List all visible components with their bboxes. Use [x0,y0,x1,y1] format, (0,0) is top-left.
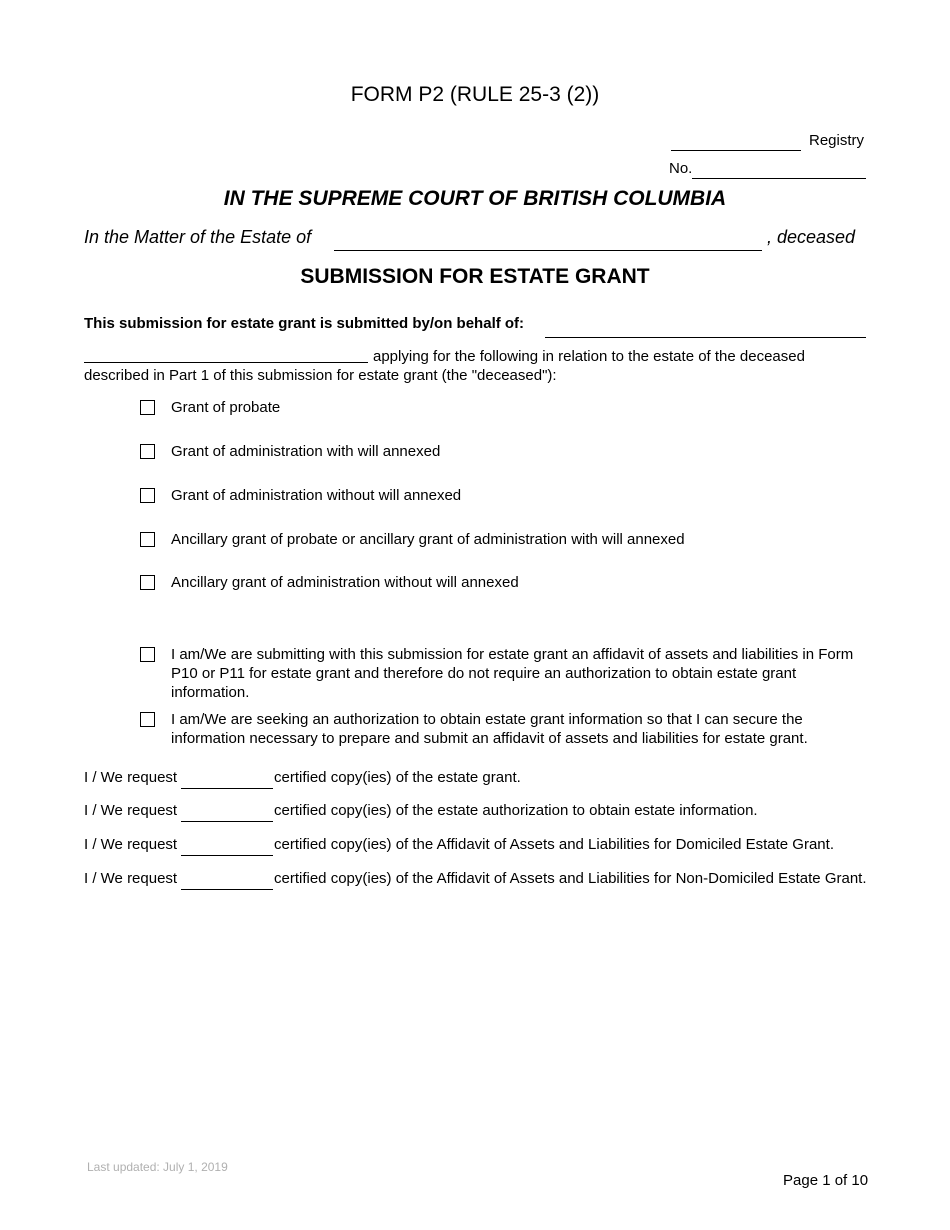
copy-request-suffix: certified copy(ies) of the Affidavit of Assets and Liabilities for Non-Domiciled Estate Grant. [274,870,867,887]
copy-request-suffix: certified copy(ies) of the estate grant. [274,769,521,786]
matter-suffix: , deceased [767,227,856,247]
authorization-label: I am/We are seeking an authorization to obtain estate grant information so that I can secure the information necessary to prepare and submit an affidavit of assets and liabilities for estate grant. [171,711,808,747]
grant-probate-label: Grant of probate [171,399,281,416]
file-number-field[interactable] [692,178,866,179]
page-number: Page 1 of 10 [783,1172,869,1189]
domiciled-affidavit-copies-field[interactable] [181,855,273,856]
registry-label: Registry [809,132,865,149]
ancillary-admin-label: Ancillary grant of administration without will annexed [171,574,519,591]
registry-field[interactable] [671,150,801,151]
described-text: described in Part 1 of this submission for estate grant (the "deceased"): [84,367,557,384]
affidavit-submitted-label: I am/We are submitting with this submission for estate grant an affidavit of assets and liabilities in Form P10 or P11 for estate grant and therefore do not require an authorization to obtain estate grant information. [171,646,854,701]
grant-admin-with-will-checkbox[interactable] [140,444,155,459]
applying-text: applying for the following in relation to the estate of the deceased [373,348,805,365]
matter-prefix: In the Matter of the Estate of [84,227,312,247]
last-updated: Last updated: July 1, 2019 [87,1160,228,1174]
authorization-checkbox[interactable] [140,712,155,727]
estate-grant-copies-field[interactable] [181,788,273,789]
affidavit-submitted-checkbox[interactable] [140,647,155,662]
deceased-name-field[interactable] [334,250,762,251]
grant-admin-without-will-checkbox[interactable] [140,488,155,503]
applicant-name-field[interactable] [84,362,368,363]
copy-request-suffix: certified copy(ies) of the Affidavit of Assets and Liabilities for Domiciled Estate Grant. [274,836,834,853]
form-title: FORM P2 (RULE 25-3 (2)) [350,83,600,106]
submitted-by-label: This submission for estate grant is submitted by/on behalf of: [84,315,525,332]
non-domiciled-affidavit-copies-field[interactable] [181,889,273,890]
court-title: IN THE SUPREME COURT OF BRITISH COLUMBIA [223,187,727,210]
copy-request-prefix: I / We request [84,870,178,887]
grant-admin-with-will-label: Grant of administration with will annexed [171,443,441,460]
submitted-by-field[interactable] [545,337,866,338]
grant-probate-checkbox[interactable] [140,400,155,415]
document-title: SUBMISSION FOR ESTATE GRANT [300,265,650,288]
copy-request-prefix: I / We request [84,802,178,819]
copy-request-prefix: I / We request [84,769,178,786]
no-label: No. [669,160,693,177]
ancillary-probate-checkbox[interactable] [140,532,155,547]
copy-request-prefix: I / We request [84,836,178,853]
ancillary-admin-checkbox[interactable] [140,575,155,590]
grant-admin-without-will-label: Grant of administration without will annexed [171,487,462,504]
authorization-copies-field[interactable] [181,821,273,822]
copy-request-suffix: certified copy(ies) of the estate authorization to obtain estate information. [274,802,758,819]
ancillary-probate-label: Ancillary grant of probate or ancillary grant of administration with will annexed [171,531,685,548]
